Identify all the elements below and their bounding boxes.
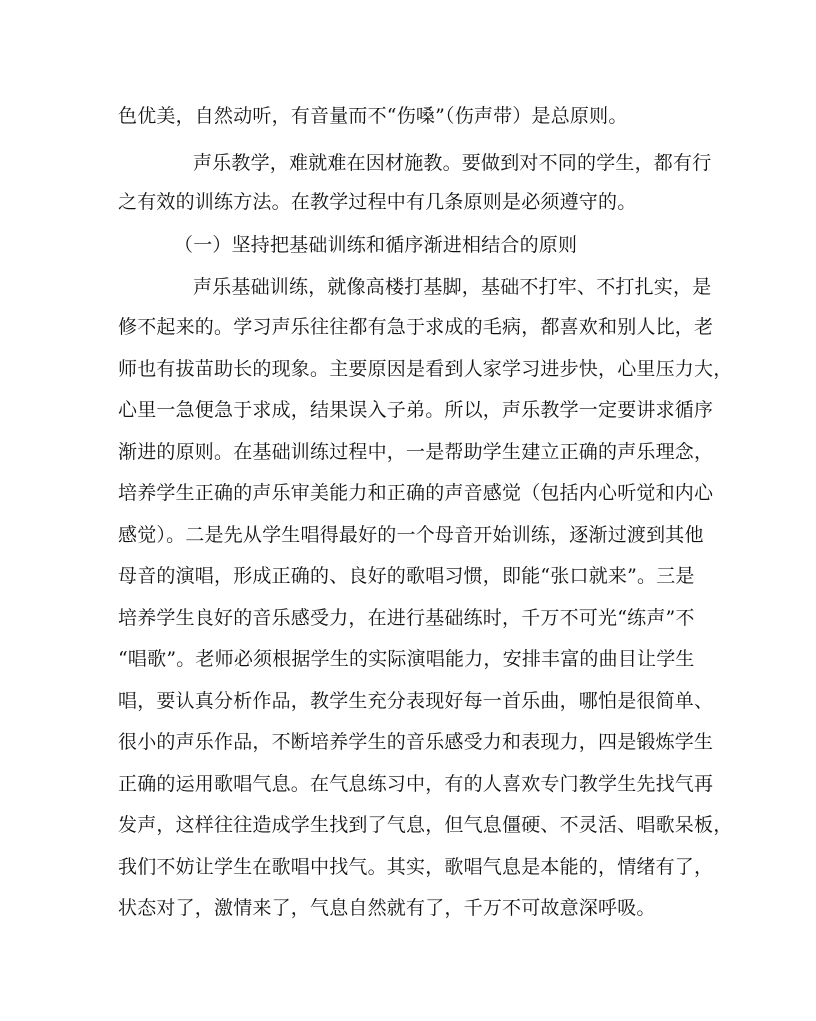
paragraph-line-19: 我们不妨让学生在歌唱中找气。其实，歌唱气息是本能的，情绪有了， <box>118 856 714 878</box>
paragraph-line-8: 心里一急便急于求成，结果误入子弟。所以，声乐教学一定要讲求循序 <box>118 399 714 421</box>
paragraph-line-12: 母音的演唱，形成正确的、良好的歌唱习惯，即能“张口就来”。三是 <box>118 565 695 587</box>
paragraph-line-11: 感觉）。二是先从学生唱得最好的一个母音开始训练，逐渐过渡到其他 <box>118 524 704 546</box>
paragraph-line-18: 发声，这样往往造成学生找到了气息，但气息僵硬、不灵活、唱歌呆板， <box>118 814 733 836</box>
paragraph-line-13: 培养学生良好的音乐感受力，在进行基础练时，千万不可光“练声”不 <box>118 607 695 629</box>
section-heading: （一）坚持把基础训练和循序渐进相结合的原则 <box>174 234 578 256</box>
paragraph-line-20: 状态对了，激情来了，气息自然就有了，千万不可故意深呼吸。 <box>118 897 656 919</box>
paragraph-line-10: 培养学生正确的声乐审美能力和正确的声音感觉（包括内心听觉和内心 <box>118 482 714 504</box>
paragraph-line-5: 声乐基础训练，就像高楼打基脚，基础不打牢、不打扎实，是 <box>193 276 712 298</box>
paragraph-line-2: 声乐教学，难就难在因材施教。要做到对不同的学生，都有行 <box>193 152 712 174</box>
paragraph-line-14: “唱歌”。老师必须根据学生的实际演唱能力，安排丰富的曲目让学生 <box>118 648 695 670</box>
paragraph-line-16: 很小的声乐作品，不断培养学生的音乐感受力和表现力，四是锻炼学生 <box>118 731 714 753</box>
paragraph-line-17: 正确的运用歌唱气息。在气息练习中，有的人喜欢专门教学生先找气再 <box>118 773 714 795</box>
paragraph-line-9: 渐进的原则。在基础训练过程中，一是帮助学生建立正确的声乐理念， <box>118 441 714 463</box>
paragraph-line-15: 唱，要认真分析作品，教学生充分表现好每一首乐曲，哪怕是很简单、 <box>118 690 714 712</box>
paragraph-line-6: 修不起来的。学习声乐往往都有急于求成的毛病，都喜欢和别人比，老 <box>118 316 714 338</box>
paragraph-line-7: 师也有拔苗助长的现象。主要原因是看到人家学习进步快，心里压力大， <box>118 358 733 380</box>
paragraph-line-1: 色优美，自然动听，有音量而不“伤嗓”（伤声带）是总原则。 <box>118 105 628 127</box>
paragraph-line-3: 之有效的训练方法。在教学过程中有几条原则是必须遵守的。 <box>118 191 637 213</box>
